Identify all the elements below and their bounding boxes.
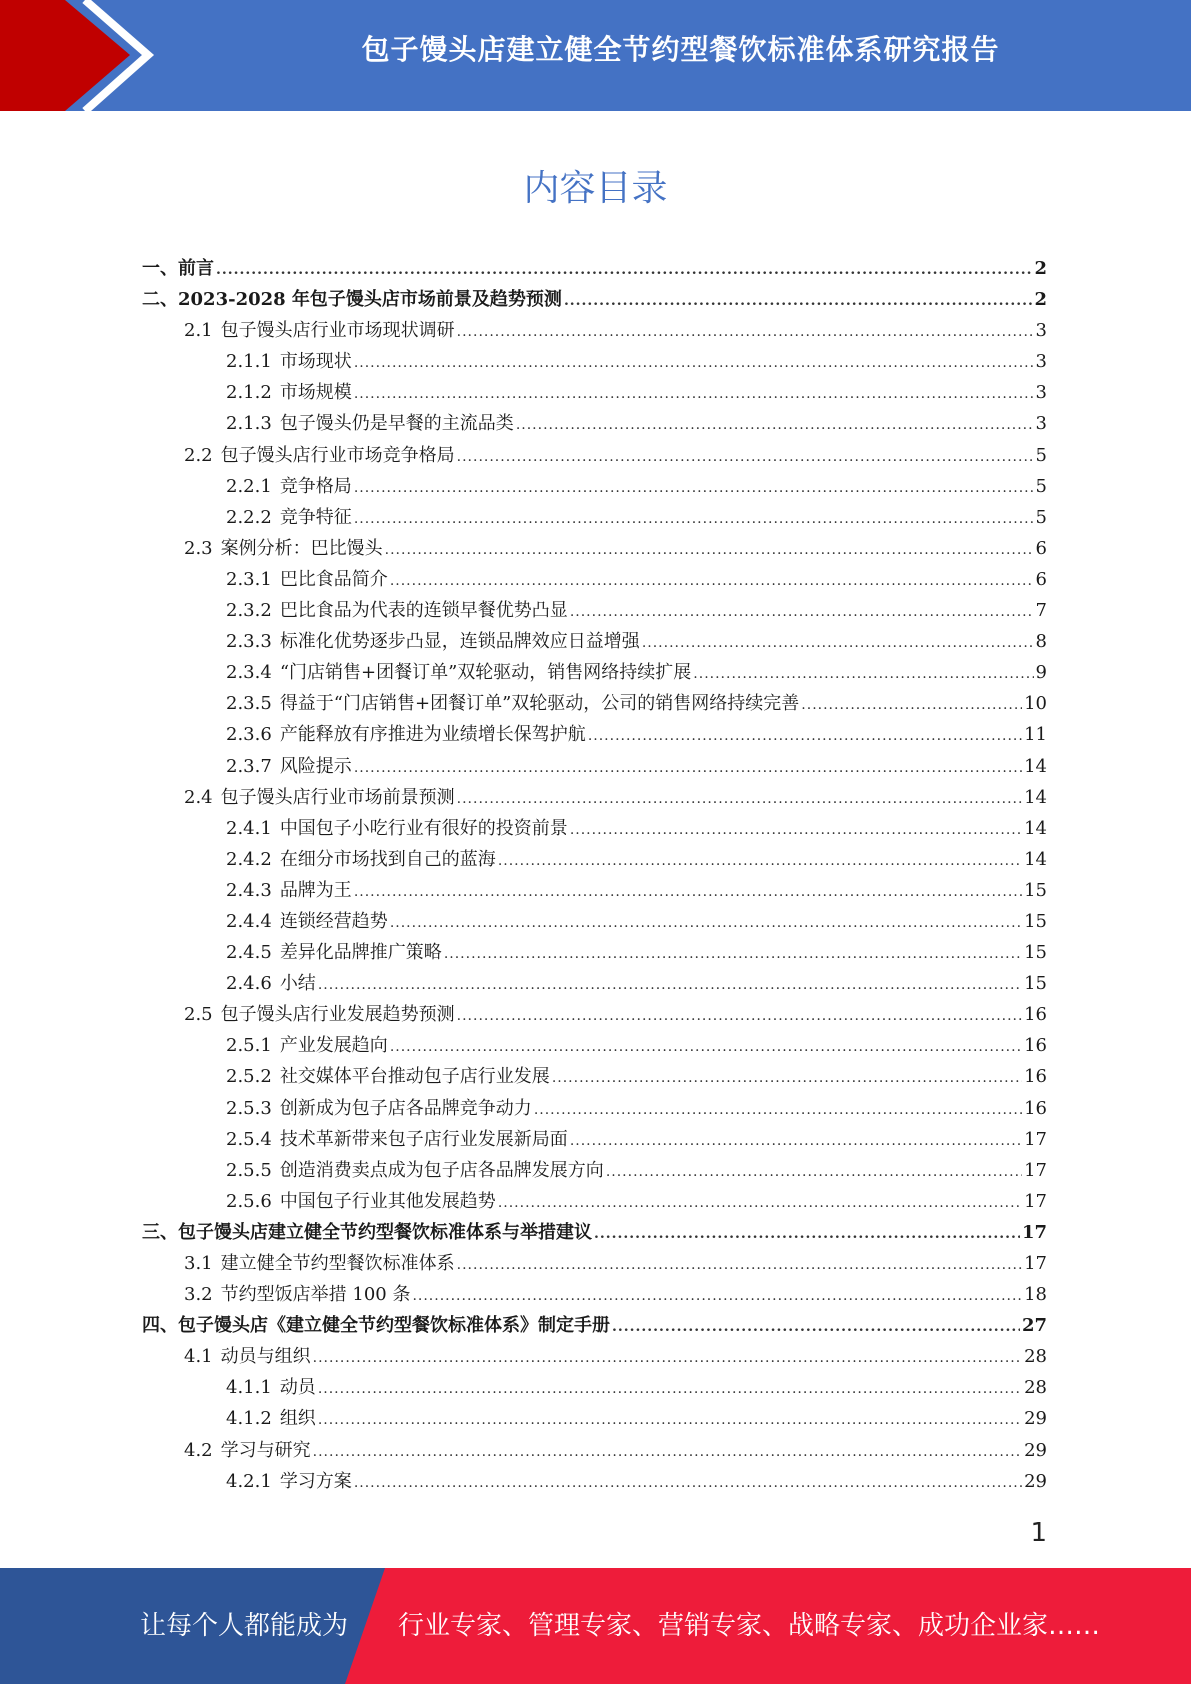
toc-leader-dots: [693, 666, 1033, 682]
toc-entry-title: 包子馒头店行业市场现状调研: [220, 320, 455, 342]
toc-entry-title: 包子馒头店《建立健全节约型餐饮标准体系》制定手册: [178, 1315, 610, 1337]
toc-entry-page: 29: [1024, 1439, 1047, 1461]
toc-entry-title: 产业发展趋向: [279, 1035, 388, 1057]
toc-leader-dots: [498, 1195, 1022, 1211]
toc-entry[interactable]: [142, 565, 1047, 596]
toc-entry-title: 社交媒体平台推动包子店行业发展: [279, 1066, 550, 1088]
toc-entry-page: 2: [1034, 289, 1047, 311]
toc-entry[interactable]: [142, 845, 1047, 876]
toc-entry[interactable]: [142, 596, 1047, 627]
toc-entry-title: 得益于“门店销售+团餐订单”双轮驱动，公司的销售网络持续完善: [279, 693, 800, 715]
toc-entry-title: 建立健全节约型餐饮标准体系: [220, 1253, 455, 1274]
toc-entry-number: 2.4.6: [226, 973, 272, 995]
toc-entry-number: 二、: [142, 289, 178, 311]
toc-leader-dots: [498, 853, 1022, 869]
toc-entry-number: 2.3.6: [226, 724, 272, 746]
page-number: 1: [1030, 1518, 1047, 1548]
toc-entry-title: 市场现状: [279, 351, 352, 373]
toc-entry-number: 2.1.2: [226, 382, 272, 404]
toc-entry-title: 技术革新带来包子店行业发展新局面: [279, 1128, 568, 1150]
toc-entry[interactable]: [142, 752, 1047, 783]
toc-entry-page: 3: [1035, 382, 1047, 404]
toc-entry-page: 27: [1021, 1315, 1047, 1337]
toc-entry-page: 17: [1024, 1159, 1047, 1181]
toc-leader-dots: [444, 946, 1022, 962]
toc-leader-dots: [534, 1102, 1022, 1118]
toc-entry-number: 2.3.7: [226, 755, 272, 777]
toc-entry-title: 案例分析：巴比馒头: [220, 537, 383, 559]
toc-entry[interactable]: [142, 1342, 1047, 1373]
toc-entry-page: 10: [1024, 693, 1047, 715]
toc-entry-page: 28: [1024, 1346, 1047, 1368]
toc-entry[interactable]: [142, 1000, 1047, 1031]
toc-entry[interactable]: [142, 409, 1047, 440]
toc-entry-page: 17: [1024, 1253, 1047, 1274]
toc-entry-title: 风险提示: [279, 755, 352, 777]
toc-entry-number: 2.2: [184, 444, 213, 466]
toc-entry-title: 组织: [279, 1408, 316, 1430]
toc-entry-number: 2.2.1: [226, 475, 272, 497]
toc-entry[interactable]: [142, 876, 1047, 907]
toc-entry-number: 四、: [142, 1315, 178, 1337]
toc-entry[interactable]: [142, 720, 1047, 751]
toc-entry[interactable]: [142, 938, 1047, 969]
toc-entry-page: 14: [1024, 786, 1047, 808]
toc-entry-page: 11: [1024, 724, 1047, 746]
toc-leader-dots: [457, 449, 1034, 465]
toc-leader-dots: [516, 417, 1034, 433]
toc-entry-page: 16: [1024, 1097, 1047, 1119]
toc-entry-number: 4.1: [184, 1346, 213, 1368]
toc-entry[interactable]: [142, 378, 1047, 409]
toc-entry[interactable]: [142, 1436, 1047, 1467]
toc-leader-dots: [570, 822, 1022, 838]
toc-entry-title: 品牌为王: [279, 879, 352, 901]
toc-entry[interactable]: [142, 1467, 1047, 1498]
toc-leader-dots: [390, 573, 1034, 589]
toc-entry-page: 18: [1024, 1284, 1047, 1306]
toc-entry-title: 小结: [279, 973, 316, 995]
toc-entry-page: 16: [1024, 1035, 1047, 1057]
toc-leader-dots: [354, 1475, 1022, 1491]
toc-leader-dots: [390, 1039, 1022, 1055]
toc-entry-number: 2.3.4: [226, 662, 272, 684]
toc-entry-page: 16: [1024, 1066, 1047, 1088]
toc-entry-title: 包子馒头店行业发展趋势预测: [220, 1004, 455, 1026]
toc-entry-number: 2.5.5: [226, 1159, 272, 1181]
toc-entry-title: 动员与组织: [220, 1346, 311, 1368]
toc-entry-number: 2.3.1: [226, 568, 272, 590]
toc-leader-dots: [354, 760, 1022, 776]
toc-heading: 内容目录: [523, 168, 668, 209]
toc-entry[interactable]: [142, 285, 1047, 316]
toc-entry[interactable]: [142, 503, 1047, 534]
toc-entry-title: 巴比食品为代表的连锁早餐优势凸显: [279, 600, 568, 622]
toc-entry-title: 包子馒头店行业市场竞争格局: [220, 444, 455, 466]
toc-entry-title: 包子馒头仍是早餐的主流品类: [279, 413, 514, 435]
toc-entry-title: 动员: [279, 1377, 316, 1399]
toc-leader-dots: [354, 511, 1034, 527]
toc-leader-dots: [612, 1319, 1020, 1335]
toc-entry-title: 市场规模: [279, 382, 352, 404]
toc-entry-page: 9: [1035, 662, 1047, 684]
toc-leader-dots: [216, 262, 1032, 278]
toc-entry-number: 3.1: [184, 1253, 213, 1274]
toc-entry-number: 4.2.1: [226, 1470, 272, 1492]
toc-entry-number: 2.3.2: [226, 600, 272, 622]
toc-entry-page: 29: [1024, 1408, 1047, 1430]
toc-entry-number: 2.5.4: [226, 1128, 272, 1150]
toc-entry-page: 5: [1035, 506, 1047, 528]
toc-leader-dots: [588, 728, 1022, 744]
toc-leader-dots: [801, 697, 1022, 713]
toc-entry-page: 14: [1024, 755, 1047, 777]
toc-entry-number: 2.5: [184, 1004, 213, 1026]
toc-leader-dots: [318, 1381, 1022, 1397]
toc-entry[interactable]: [142, 347, 1047, 378]
toc-leader-dots: [354, 355, 1034, 371]
toc-entry-page: 6: [1035, 568, 1047, 590]
toc-entry-page: 3: [1035, 351, 1047, 373]
toc-leader-dots: [606, 1164, 1022, 1180]
toc-entry-number: 2.4.4: [226, 910, 272, 932]
toc-leader-dots: [570, 1133, 1022, 1149]
toc-leader-dots: [564, 293, 1033, 309]
toc-leader-dots: [594, 1226, 1020, 1242]
toc-entry-number: 3.2: [184, 1284, 213, 1306]
toc-entry-page: 7: [1035, 600, 1047, 622]
toc-entry[interactable]: [142, 689, 1047, 720]
toc-entry[interactable]: [142, 907, 1047, 938]
toc-leader-dots: [552, 1070, 1022, 1086]
toc-entry[interactable]: [142, 441, 1047, 472]
toc-entry-page: 28: [1024, 1377, 1047, 1399]
footer-slogan-left: 让每个人都能成为: [140, 1611, 349, 1641]
toc-entry-number: 4.2: [184, 1439, 213, 1461]
toc-leader-dots: [390, 915, 1022, 931]
toc-leader-dots: [313, 1350, 1022, 1366]
toc-entry-title: “门店销售+团餐订单”双轮驱动，销售网络持续扩展: [279, 662, 692, 684]
toc-entry[interactable]: [142, 783, 1047, 814]
toc-entry-number: 2.2.2: [226, 506, 272, 528]
toc-entry-number: 2.1: [184, 320, 213, 342]
toc-entry-title: 竞争格局: [279, 475, 352, 497]
toc-entry-page: 15: [1024, 942, 1047, 964]
toc-entry-number: 2.1.1: [226, 351, 272, 373]
toc-entry-page: 17: [1024, 1128, 1047, 1150]
toc-entry-number: 2.5.3: [226, 1097, 272, 1119]
toc-entry-number: 2.4.2: [226, 848, 272, 870]
toc-leader-dots: [457, 791, 1022, 807]
toc-entry-number: 2.5.1: [226, 1035, 272, 1057]
toc-entry-title: 中国包子小吃行业有很好的投资前景: [279, 817, 568, 839]
toc-entry-page: 5: [1035, 444, 1047, 466]
toc-entry-number: 2.4: [184, 786, 213, 808]
toc-entry-title: 产能释放有序推进为业绩增长保驾护航: [279, 724, 586, 746]
toc-entry-page: 15: [1024, 879, 1047, 901]
toc-entry-number: 2.1.3: [226, 413, 272, 435]
toc-leader-dots: [570, 604, 1034, 620]
toc-entry[interactable]: [142, 627, 1047, 658]
toc-entry[interactable]: [142, 1062, 1047, 1093]
toc-entry[interactable]: [142, 1218, 1047, 1249]
toc-entry-page: 29: [1024, 1470, 1047, 1492]
toc-entry-page: 3: [1035, 413, 1047, 435]
toc-entry[interactable]: [142, 658, 1047, 689]
toc-entry-page: 5: [1035, 475, 1047, 497]
toc-entry[interactable]: [142, 1280, 1047, 1311]
footer-slogan-right: 行业专家、管理专家、营销专家、战略专家、成功企业家……: [398, 1611, 1101, 1641]
toc-entry-page: 17: [1021, 1221, 1047, 1243]
toc-entry-page: 14: [1024, 848, 1047, 870]
toc-entry-number: 2.5.6: [226, 1190, 272, 1212]
toc-entry[interactable]: [142, 1187, 1047, 1218]
toc-entry-page: 3: [1035, 320, 1047, 342]
toc-leader-dots: [318, 977, 1022, 993]
toc-entry-title: 包子馒头店建立健全节约型餐饮标准体系与举措建议: [178, 1221, 592, 1243]
toc-leader-dots: [354, 386, 1034, 402]
toc-entry-number: 2.3.5: [226, 693, 272, 715]
toc-entry-title: 巴比食品简介: [279, 568, 388, 590]
toc-entry-title: 学习与研究: [220, 1439, 311, 1461]
toc-entry-page: 15: [1024, 910, 1047, 932]
toc-leader-dots: [385, 542, 1034, 558]
toc-entry-number: 2.4.1: [226, 817, 272, 839]
toc-entry-number: 2.5.2: [226, 1066, 272, 1088]
toc-entry-title: 在细分市场找到自己的蓝海: [279, 848, 496, 870]
toc-entry-page: 16: [1024, 1004, 1047, 1026]
toc-entry-page: 6: [1035, 537, 1047, 559]
toc-entry[interactable]: [142, 1125, 1047, 1156]
toc-entry[interactable]: [142, 1156, 1047, 1187]
toc-entry-title: 学习方案: [279, 1470, 352, 1492]
toc-entry-number: 4.1.1: [226, 1377, 272, 1399]
toc-entry-page: 15: [1024, 973, 1047, 995]
toc-leader-dots: [457, 1257, 1022, 1273]
toc-entry[interactable]: [142, 1094, 1047, 1125]
toc-entry-number: 2.3.3: [226, 631, 272, 653]
table-of-contents: [142, 254, 1047, 1498]
toc-entry-page: 17: [1024, 1190, 1047, 1212]
toc-entry[interactable]: [142, 1311, 1047, 1342]
toc-leader-dots: [354, 884, 1022, 900]
toc-entry-title: 2023-2028 年包子馒头店市场前景及趋势预测: [178, 289, 562, 311]
toc-entry-number: 一、: [142, 258, 178, 279]
toc-entry[interactable]: [142, 1249, 1047, 1280]
toc-entry[interactable]: [142, 814, 1047, 845]
toc-entry-title: 差异化品牌推广策略: [279, 942, 442, 964]
toc-entry[interactable]: [142, 1031, 1047, 1062]
toc-entry-title: 竞争特征: [279, 506, 352, 528]
toc-entry-title: 前言: [178, 258, 214, 279]
toc-entry[interactable]: [142, 969, 1047, 1000]
toc-entry[interactable]: [142, 1373, 1047, 1404]
toc-leader-dots: [318, 1412, 1022, 1428]
toc-leader-dots: [313, 1444, 1022, 1460]
footer-band: [0, 1568, 1191, 1684]
toc-leader-dots: [412, 1288, 1022, 1304]
toc-entry-title: 创造消费卖点成为包子店各品牌发展方向: [279, 1159, 604, 1181]
toc-entry-title: 标准化优势逐步凸显，连锁品牌效应日益增强: [279, 631, 640, 653]
toc-entry[interactable]: [142, 1404, 1047, 1435]
toc-leader-dots: [354, 480, 1034, 496]
toc-entry[interactable]: [142, 316, 1047, 347]
header-band: [0, 0, 1191, 111]
toc-entry-page: 14: [1024, 817, 1047, 839]
toc-entry-title: 中国包子行业其他发展趋势: [279, 1190, 496, 1212]
toc-entry[interactable]: [142, 534, 1047, 565]
toc-entry[interactable]: [142, 472, 1047, 503]
toc-entry-number: 2.3: [184, 537, 213, 559]
toc-entry-number: 三、: [142, 1221, 178, 1243]
toc-entry-number: 2.4.3: [226, 879, 272, 901]
toc-entry-page: 8: [1035, 631, 1047, 653]
toc-entry-title: 连锁经营趋势: [279, 910, 388, 932]
toc-entry-number: 4.1.2: [226, 1408, 272, 1430]
toc-leader-dots: [457, 324, 1034, 340]
toc-leader-dots: [457, 1008, 1022, 1024]
toc-entry-page: 2: [1034, 258, 1047, 279]
toc-entry-title: 包子馒头店行业市场前景预测: [220, 786, 455, 808]
toc-entry-title: 创新成为包子店各品牌竞争动力: [279, 1097, 532, 1119]
toc-entry[interactable]: [142, 254, 1047, 285]
toc-entry-title: 节约型饭店举措 100 条: [220, 1284, 411, 1306]
toc-leader-dots: [642, 635, 1034, 651]
toc-entry-number: 2.4.5: [226, 942, 272, 964]
report-title: 包子馒头店建立健全节约型餐饮标准体系研究报告: [361, 33, 1000, 66]
